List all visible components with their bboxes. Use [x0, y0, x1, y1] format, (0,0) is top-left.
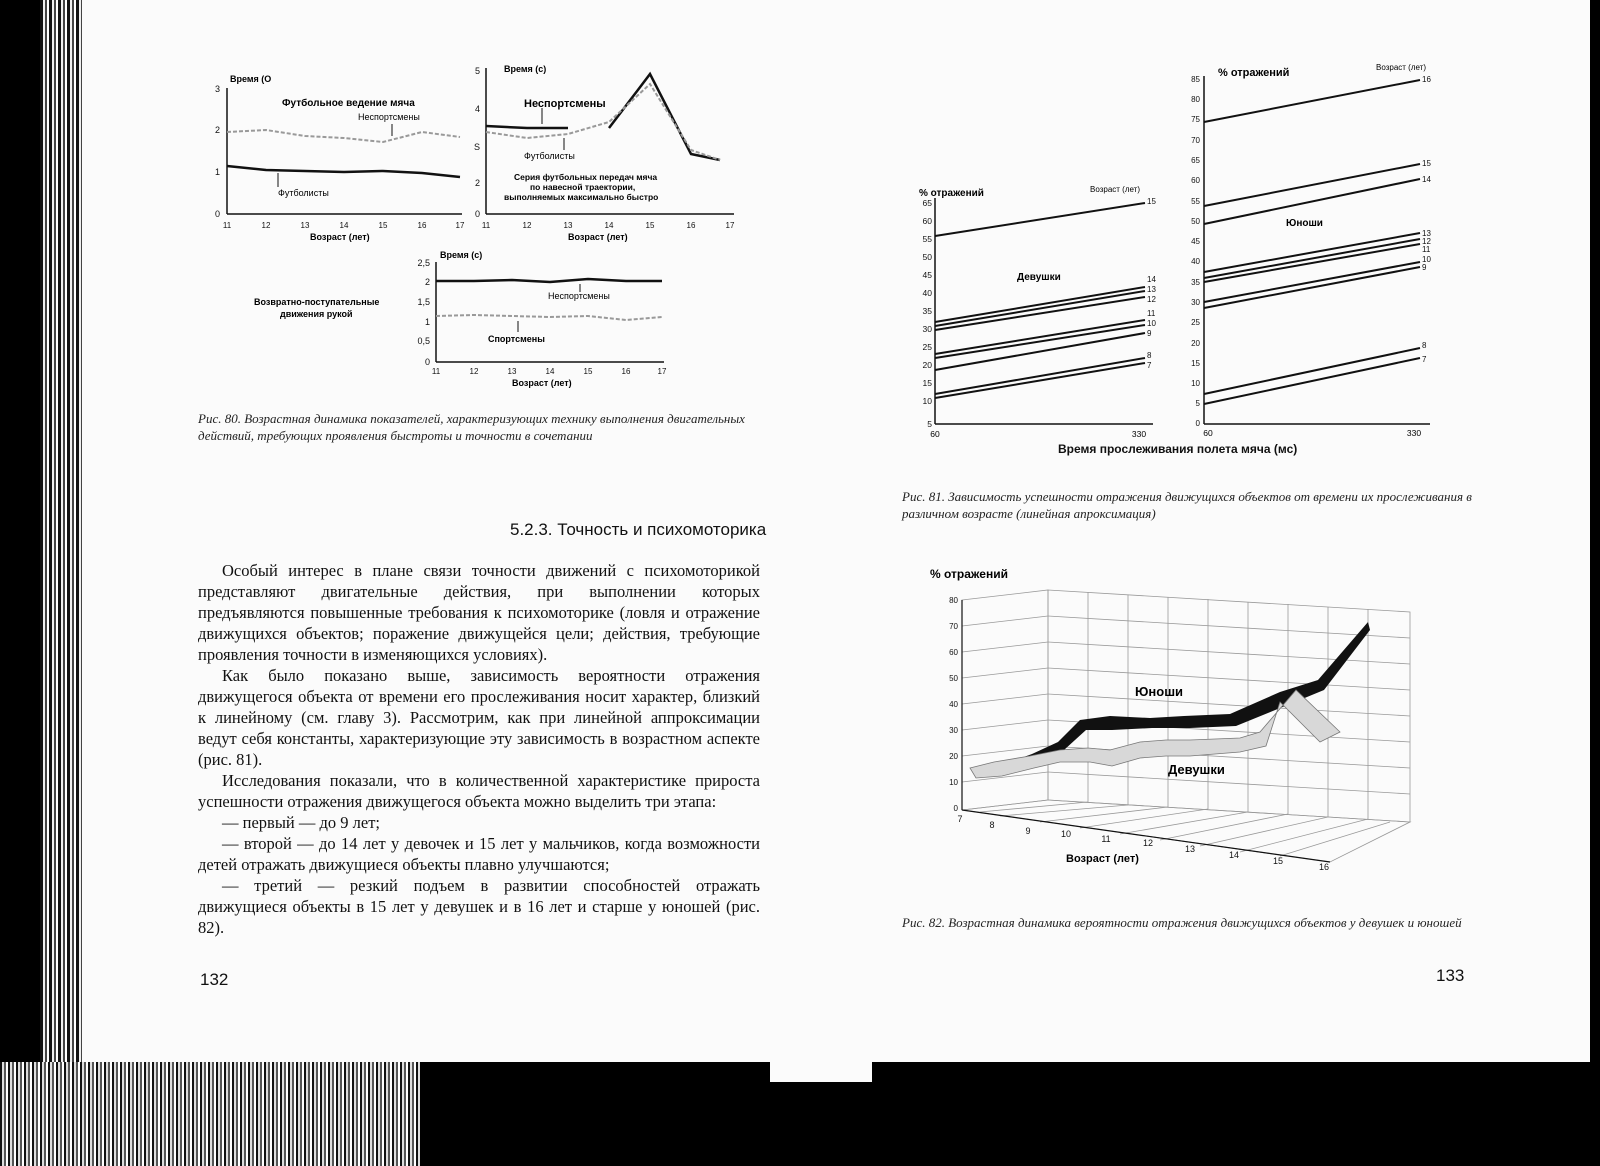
binding-gutter [40, 0, 82, 1166]
tick-label: 60 [1191, 176, 1200, 185]
page-number-left: 132 [200, 970, 229, 989]
line-label: 15 [1422, 159, 1431, 168]
tick-label: 25 [922, 342, 932, 352]
axis-label: Время (с) [504, 64, 547, 74]
tick-label: 45 [1191, 237, 1200, 246]
tick-label: 55 [922, 234, 932, 244]
fig81-boys [1168, 58, 1458, 450]
axis-label: % отражений [930, 567, 1008, 581]
series-label: Неспортсмены [548, 291, 610, 301]
axis-label: Возраст (лет) [1090, 185, 1140, 194]
tick-label: 17 [657, 367, 667, 376]
tick-label: 70 [949, 622, 958, 631]
tick-label: 15 [922, 378, 932, 388]
line-label: 10 [1147, 319, 1156, 328]
list-item: — первый — до 9 лет; [222, 813, 380, 832]
tick-label: 20 [949, 752, 958, 761]
series-nonathletes [436, 279, 662, 282]
tick-label: 5 [1195, 399, 1200, 408]
tick-label: 0 [474, 209, 480, 219]
tick-label: 65 [922, 198, 932, 208]
tick-label: 60 [949, 648, 958, 657]
tick-label: 13 [563, 221, 573, 230]
tick-label: 35 [922, 306, 932, 316]
line-label: 16 [1422, 75, 1431, 84]
tick-label: 40 [1191, 257, 1200, 266]
scan-bottom-left-strip [0, 1062, 420, 1166]
line-label: 13 [1147, 285, 1156, 294]
line-age-16 [1204, 80, 1420, 122]
chart-note: по навесной траектории, [530, 182, 636, 192]
tick-label: 4 [474, 104, 480, 114]
tick-label: 0,5 [417, 336, 430, 346]
series-label: Спортсмены [488, 334, 545, 344]
tick-label: 80 [949, 596, 958, 605]
line-age-10 [935, 325, 1145, 358]
tick-label: 0 [424, 357, 430, 367]
tick-label: 14 [604, 221, 614, 230]
tick-label: 20 [1191, 339, 1200, 348]
line-age-15 [935, 203, 1145, 236]
tick-label: 12 [1142, 838, 1154, 848]
tick-label: 12 [261, 221, 271, 230]
tick-label: 12 [522, 221, 532, 230]
axis-label: Время (с) [440, 250, 483, 260]
series-nonathletes-2 [609, 74, 720, 160]
line-label: 8 [1147, 351, 1152, 360]
tick-label: 80 [1191, 95, 1200, 104]
tick-label: 2,5 [417, 258, 430, 268]
tick-label: 85 [1191, 75, 1200, 84]
tick-label: 14 [545, 367, 555, 376]
line-age-13 [935, 291, 1145, 326]
tick-label: 40 [922, 288, 932, 298]
tick-label: 50 [1191, 217, 1200, 226]
tick-label: 0 [953, 804, 958, 813]
line-age-8 [935, 358, 1145, 394]
tick-label: 7 [957, 814, 963, 824]
scan-edge-right [1590, 0, 1600, 1166]
tick-label: 330 [1131, 429, 1147, 439]
body-text [198, 560, 760, 938]
series-label: Неспортсмены [524, 98, 606, 110]
tick-label: 14 [1228, 850, 1240, 860]
tick-label: 13 [300, 221, 310, 230]
paragraph: Исследования показали, что в количественной характеристике прироста успешности отражения движущегося объекта можно выделить три этапа: [198, 771, 760, 811]
tick-label: 8 [989, 820, 995, 830]
list-item: — второй — до 14 лет у девочек и 15 лет у мальчиков, когда возможности детей отражать движущиеся объекты плавно улучшаются; [198, 834, 760, 874]
line-label: 12 [1147, 295, 1156, 304]
tick-label: 75 [1191, 115, 1200, 124]
tick-label: 65 [1191, 156, 1200, 165]
tick-label: 45 [922, 270, 932, 280]
tick-label: 15 [645, 221, 655, 230]
tick-label: 15 [1272, 856, 1284, 866]
tick-label: 330 [1406, 428, 1422, 438]
axis-label: Возраст (лет) [310, 232, 370, 242]
series-label: Юноши [1135, 684, 1184, 699]
tick-label: 11 [431, 367, 441, 376]
tick-label: 10 [1060, 829, 1072, 839]
tick-label: 50 [922, 252, 932, 262]
series-athletes [436, 315, 662, 320]
line-age-10 [1204, 262, 1420, 302]
series-nonathletes [486, 126, 568, 128]
tick-label: 0 [214, 209, 220, 219]
tick-label: 50 [949, 674, 958, 683]
tick-label: 5 [474, 66, 480, 76]
paragraph: Особый интерес в плане связи точности движений с психомоторикой представляют двигательные действия, при выполнении которых предъявляются повышенные требования к психомоторике (ловля и отражение движущихся объектов; поражение движущейся цели; действия, требующие проявления точности в изменяющихся условиях). [198, 561, 760, 664]
tick-label: 1 [214, 167, 220, 177]
fig81-girls [905, 180, 1180, 450]
series-label: Девушки [1168, 762, 1225, 777]
line-label: 11 [1422, 245, 1431, 254]
chart-note: Возвратно-поступательные [254, 297, 380, 307]
tick-label: S [473, 142, 480, 152]
line-label: 15 [1147, 197, 1156, 206]
line-label: 11 [1147, 309, 1156, 318]
tick-label: 15 [583, 367, 593, 376]
axis-label: Возраст (лет) [1376, 63, 1426, 72]
tick-label: 20 [922, 360, 932, 370]
tick-label: 0 [1195, 419, 1200, 428]
tick-label: 10 [922, 396, 932, 406]
line-age-8 [1204, 348, 1420, 394]
tick-label: 40 [949, 700, 958, 709]
line-label: 14 [1422, 175, 1431, 184]
line-age-9 [935, 333, 1145, 370]
tick-label: 25 [1191, 318, 1200, 327]
tick-label: 3 [214, 84, 220, 94]
tick-label: 10 [1191, 379, 1200, 388]
tick-label: 5 [927, 419, 932, 429]
tick-label: 13 [1184, 844, 1196, 854]
line-age-14 [935, 287, 1145, 322]
figure-caption-82: Рис. 82. Возрастная динамика вероятности отражения движущихся объектов у девушек и юношей [902, 915, 1462, 930]
tick-label: 70 [1191, 136, 1200, 145]
tick-label: 2 [474, 178, 480, 188]
line-label: 8 [1422, 341, 1427, 350]
axis-label: Возраст (лет) [568, 232, 628, 242]
line-label: 10 [1422, 255, 1431, 264]
series-nonathletes [227, 130, 460, 142]
tick-label: 16 [686, 221, 696, 230]
fig82-3d-chart [930, 567, 1420, 892]
tick-label: 55 [1191, 197, 1200, 206]
line-age-7 [935, 363, 1145, 398]
tick-label: 13 [507, 367, 517, 376]
tick-label: 10 [949, 778, 958, 787]
tick-label: 2 [424, 277, 430, 287]
line-age-13 [1204, 233, 1420, 272]
page-number-right: 133 [1436, 966, 1465, 985]
line-label: 12 [1422, 237, 1431, 246]
chart-note: Серия футбольных передач мяча [514, 172, 658, 182]
axis-label: Возраст (лет) [512, 378, 572, 388]
tick-label: 11 [222, 221, 232, 230]
axis-label: % отражений [919, 188, 984, 199]
series-label: Футболисты [278, 188, 329, 198]
fig80-panel-c [250, 248, 680, 396]
series-label: Неспортсмены [358, 112, 420, 122]
tick-label: 11 [1101, 834, 1111, 844]
chart-note: выполняемых максимально быстро [504, 192, 659, 202]
line-label: 9 [1422, 263, 1427, 272]
fig81-xlabel: Время прослеживания полета мяча (мс) [1058, 442, 1298, 456]
line-age-11 [1204, 244, 1420, 282]
tick-label: 17 [725, 221, 735, 230]
scan-edge-left [0, 0, 40, 1166]
chart-title: Футбольное ведение мяча [282, 98, 415, 109]
tick-label: 60 [930, 429, 940, 439]
axis-label: % отражений [1218, 67, 1290, 79]
figure-caption-80: Рис. 80. Возрастная динамика показателей, характеризующих технику выполнения двигательных действий, требующих проявления быстроты и точности в сочетании [198, 411, 745, 443]
tick-label: 30 [949, 726, 958, 735]
line-label: 9 [1147, 329, 1152, 338]
group-label: Юноши [1286, 218, 1323, 229]
figure-caption-81: Рис. 81. Зависимость успешности отражения движущихся объектов от времени их прослеживания в различном возрасте (линейная апроксимация) [902, 489, 1472, 521]
line-label: 13 [1422, 229, 1431, 238]
tick-label: 60 [922, 216, 932, 226]
series-label: Футболисты [524, 151, 575, 161]
axis-label: Время (О [230, 74, 272, 84]
tick-label: 30 [922, 324, 932, 334]
tick-label: 12 [469, 367, 479, 376]
section-title: 5.2.3. Точность и психомоторика [510, 520, 767, 539]
tick-label: 16 [621, 367, 631, 376]
group-label: Девушки [1017, 272, 1061, 283]
tick-label: 30 [1191, 298, 1200, 307]
axis-label: Возраст (лет) [1066, 853, 1139, 865]
line-label: 7 [1422, 355, 1427, 364]
tick-label: 9 [1025, 826, 1031, 836]
tick-label: 1,5 [417, 297, 430, 307]
series-footballers [227, 166, 460, 177]
tick-label: 14 [339, 221, 349, 230]
tick-label: 11 [481, 221, 491, 230]
chart-note: движения рукой [280, 309, 353, 319]
paragraph: Как было показано выше, зависимость вероятности отражения движущегося объекта от времени его прослеживания носит характер, близкий к линейному (см. главу 3). Рассмотрим, как при линейной аппроксимации ведут себя константы, характеризующие эту зависимость в возрастном аспекте (рис. 81). [198, 666, 760, 769]
line-label: 14 [1147, 275, 1156, 284]
tick-label: 15 [378, 221, 388, 230]
fig80-panel-a [200, 62, 480, 252]
line-label: 7 [1147, 361, 1152, 370]
tick-label: 2 [214, 125, 220, 135]
tick-label: 15 [1191, 359, 1200, 368]
tick-label: 1 [424, 317, 430, 327]
tick-label: 35 [1191, 278, 1200, 287]
line-age-7 [1204, 358, 1420, 404]
list-item: — третий — резкий подъем в развитии способностей отражать движущиеся объекты в 15 лет у девушек и в 16 лет и старше у юношей (рис. 82). [198, 876, 760, 937]
tick-label: 16 [1318, 862, 1330, 872]
tick-label: 17 [455, 221, 465, 230]
fig80-panel-b [472, 62, 742, 252]
tick-label: 16 [417, 221, 427, 230]
series-footballers [486, 84, 720, 160]
tick-label: 60 [1203, 428, 1213, 438]
